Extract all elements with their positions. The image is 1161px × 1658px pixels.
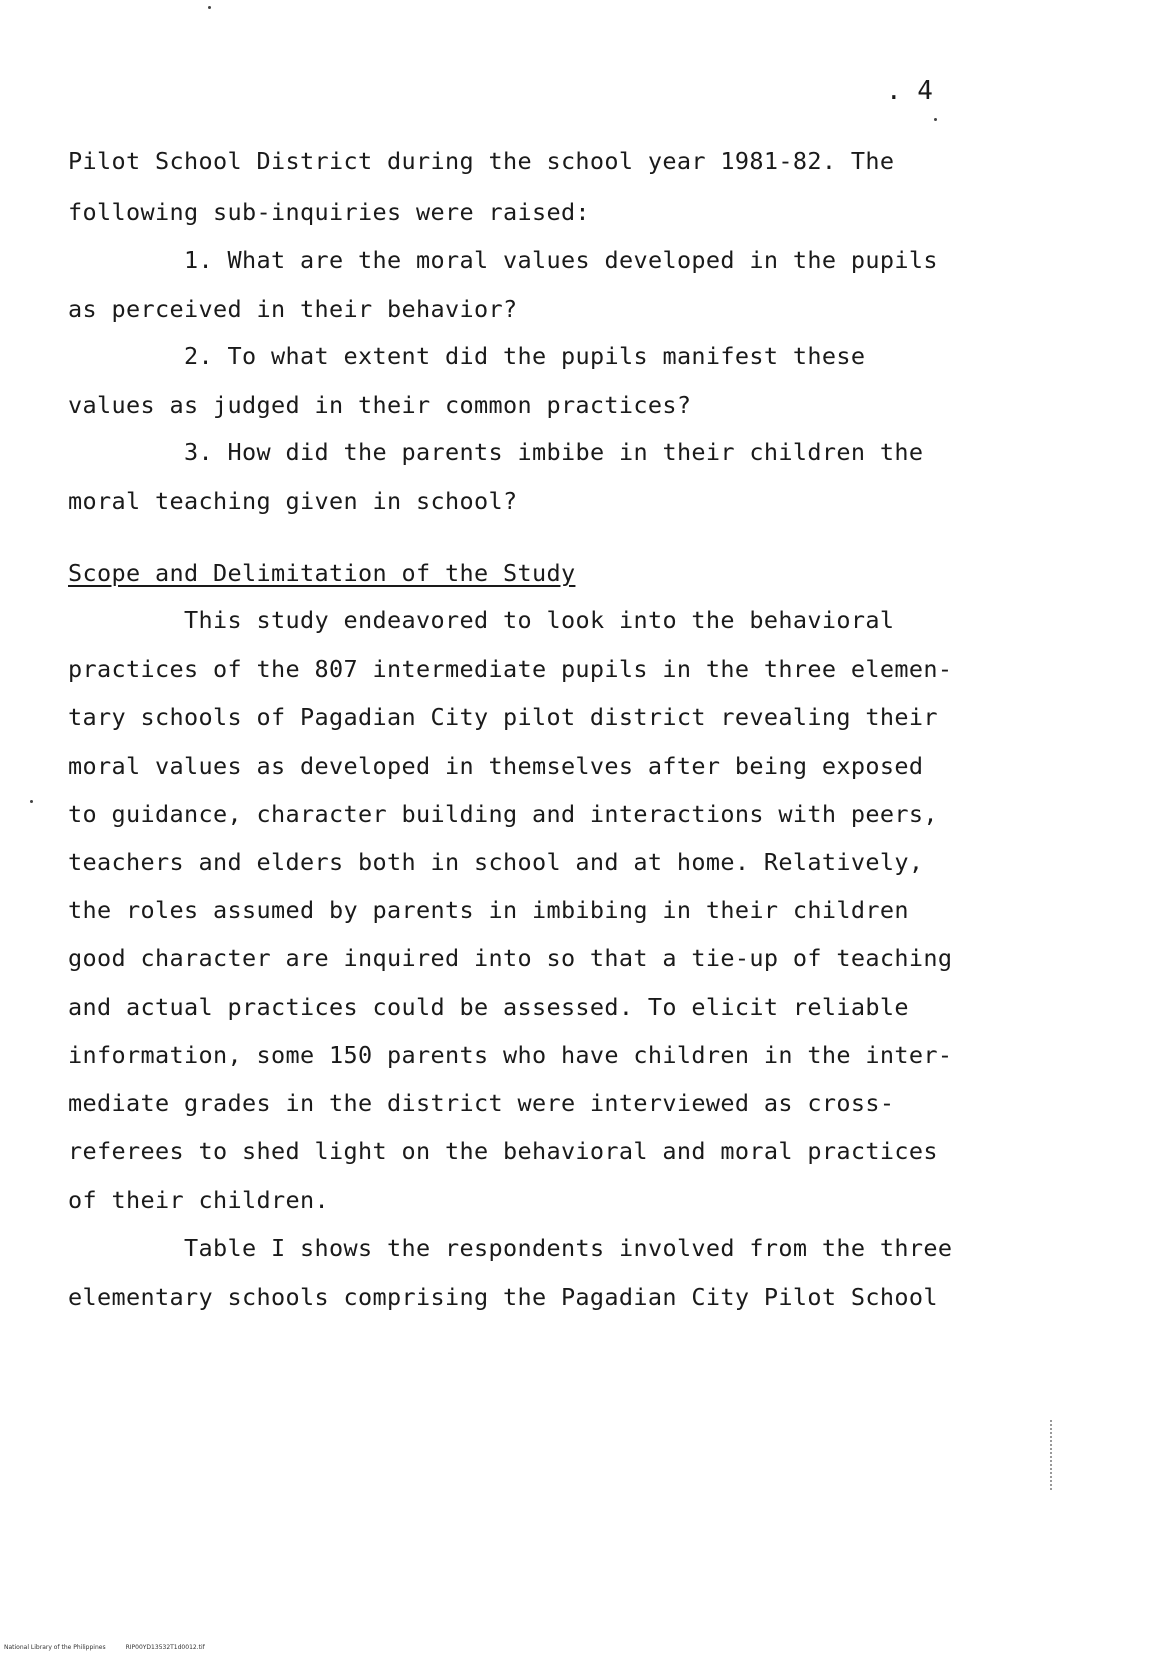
body-line: Pilot School District during the school year 1981-82. The (68, 147, 895, 175)
paragraph-line: referees to shed light on the behavioral and moral practices (68, 1137, 938, 1165)
paragraph-line: moral values as developed in themselves after being exposed (68, 752, 924, 780)
section-heading: Scope and Delimitation of the Study (68, 559, 576, 587)
inquiry-item-3-cont: moral teaching given in school? (68, 487, 518, 515)
paragraph-line: tary schools of Pagadian City pilot district revealing their (68, 703, 938, 731)
scan-edge-dots (1050, 1420, 1054, 1490)
paragraph-line: elementary schools comprising the Pagadian City Pilot School (68, 1283, 938, 1311)
footer-library: National Library of the Philippines (4, 1644, 106, 1651)
paragraph-line: of their children. (68, 1186, 329, 1214)
inquiry-item-1-cont: as perceived in their behavior? (68, 295, 518, 323)
body-line: following sub-inquiries were raised: (68, 198, 590, 226)
paragraph-line: practices of the 807 intermediate pupils in the three elemen- (68, 655, 953, 683)
paragraph-line: and actual practices could be assessed. To elicit reliable (68, 993, 909, 1021)
paragraph-line: This study endeavored to look into the behavioral (184, 606, 895, 634)
paragraph-line: good character are inquired into so that a tie-up of teaching (68, 944, 953, 972)
scan-footer (4, 1644, 205, 1651)
paragraph-line: information, some 150 parents who have children in the inter- (68, 1041, 953, 1069)
paragraph-line: Table I shows the respondents involved from the three (184, 1234, 953, 1262)
paragraph-line: the roles assumed by parents in imbibing in their children (68, 896, 909, 924)
inquiry-item-1: 1. What are the moral values developed in the pupils (184, 246, 938, 274)
inquiry-item-3: 3. How did the parents imbibe in their children the (184, 438, 924, 466)
footer-file-id: RIP00YD13532T1d0012.tif (125, 1644, 205, 1651)
scan-speck (934, 118, 937, 121)
paragraph-line: mediate grades in the district were interviewed as cross- (68, 1089, 895, 1117)
paragraph-line: teachers and elders both in school and at home. Relatively, (68, 848, 924, 876)
inquiry-item-2: 2. To what extent did the pupils manifest these (184, 342, 866, 370)
page-number: . 4 (886, 76, 933, 106)
inquiry-item-2-cont: values as judged in their common practices? (68, 391, 692, 419)
scan-speck (208, 6, 211, 9)
scan-speck (30, 800, 33, 803)
paragraph-line: to guidance, character building and interactions with peers, (68, 800, 938, 828)
